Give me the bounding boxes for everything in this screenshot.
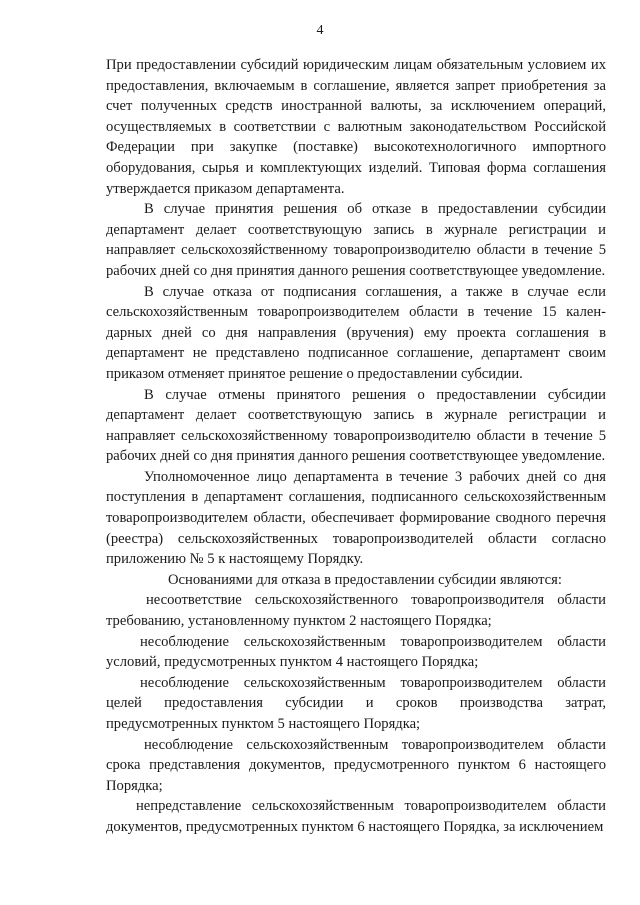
document-body [106,55,606,838]
paragraph-decision-cancelled: В случае отмены принятого решения о предоставлении субсидии департамент делает соответствующую запись в журнале регистрации и направляет сельскохозяйственному товаропроизводителю области в течение 5 рабочих дней со дня принятия данного решения соответствующее уведомление. [106,386,606,465]
list-item-purposes-not-met: несоблюдение сельскохозяйственным товаропроизводителем области целей предоставления субсидии и сроков производства затрат, предусмотренных пунктом 5 настоящего Порядка; [106,674,606,732]
paragraph-foreign-currency-ban: При предоставлении субсидий юридическим лицам обязательным условием их предоставления, включаемым в соглашение, является запрет приобретения за счет полученных средств иностранной валюты, за исключением операций, осуществляемых в соответствии с валютным законодательством Российской Федерации при закупке (поставке) высокотехнологичного импортного оборудования, сырья и комплектующих изделий. Типовая форма соглашения утверждается приказом департамента. [106,57,606,197]
paragraph-agreement-not-signed: В случае отказа от подписания соглашения, а также в случае если сельскохозяйственным товаропроизводителем области в течение 15 кален-дарных дней со дня направления (вручения) ему проекта соглашения в департамент не представлено подписанное соглашение, департамент своим приказом отменяет принятое решение о предоставлении субсидии. [106,283,606,382]
list-item-deadline-not-met: несоблюдение сельскохозяйственным товаропроизводителем области срока представления документов, предусмотренного пунктом 6 настоящего Порядка; [106,736,606,794]
page-number: 4 [316,23,324,38]
list-item-requirement-mismatch: несоответствие сельскохозяйственного товаропроизводителя области требованию, установленному пунктом 2 настоящего Порядка; [106,592,606,630]
list-item-documents-not-submitted: непредставление сельскохозяйственным товаропроизводителем области документов, предусмотренных пунктом 6 настоящего Порядка, за исключением [106,798,606,835]
list-item-conditions-not-met: несоблюдение сельскохозяйственным товаропроизводителем области условий, предусмотренных пунктом 4 настоящего Порядка; [106,633,606,671]
paragraph-refusal-decision: В случае принятия решения об отказе в предоставлении субсидии департамент делает соответствующую запись в журнале регистрации и направляет сельскохозяйственному товаропроизводителю области в течение 5 рабочих дней со дня принятия данного решения соответствующее уведомление. [106,201,606,279]
paragraph-refusal-grounds-heading: Основаниями для отказа в предоставлении субсидии являются: [168,571,562,588]
paragraph-registry-formation: Уполномоченное лицо департамента в течение 3 рабочих дней со дня поступления в департамент соглашения, подписанного сельскохозяйственным товаропроизводителем области, обеспечивает формирование сводного перечня (реестра) сельскохозяйственных товаропроизводителей области согласно приложению № 5 к настоящему Порядку. [106,468,606,568]
